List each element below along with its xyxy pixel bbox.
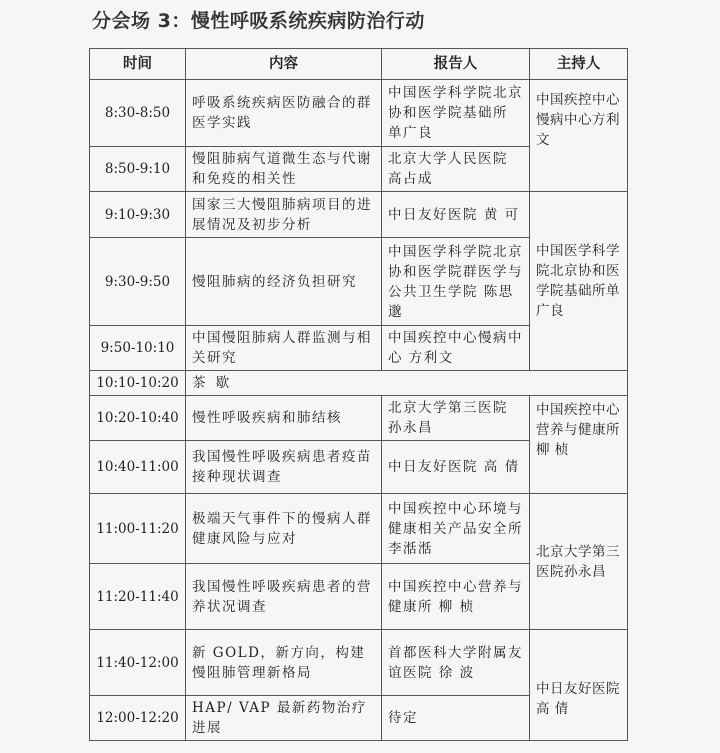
host-cell: 中国疾控中心营养与健康所 柳 桢 [530,396,628,494]
header-content: 内容 [186,49,382,80]
table-row [90,80,628,147]
time-cell: 9:30-9:50 [90,238,186,326]
speaker-cell: 中国疾控中心营养与健康所 柳 桢 [382,564,530,630]
content-cell: 极端天气事件下的慢病人群健康风险与应对 [186,494,382,564]
speaker-cell: 中国疾控中心慢病中心 方利文 [382,326,530,371]
speaker-cell: 待定 [382,696,530,741]
content-cell: 国家三大慢阻肺病项目的进展情况及初步分析 [186,192,382,238]
time-cell: 10:10-10:20 [90,371,186,396]
speaker-cell: 中国医学科学院北京协和医学院群医学与公共卫生学院 陈思邈 [382,238,530,326]
time-cell: 10:20-10:40 [90,396,186,441]
speaker-cell: 中国疾控中心环境与健康相关产品安全所 李湉湉 [382,494,530,564]
table-row [90,192,628,238]
header-speaker: 报告人 [382,49,530,80]
content-cell: 慢阻肺病的经济负担研究 [186,238,382,326]
content-cell: 慢阻肺病气道微生态与代谢和免疫的相关性 [186,147,382,192]
content-cell: 我国慢性呼吸疾病患者的营养状况调查 [186,564,382,630]
time-cell: 8:30-8:50 [90,80,186,147]
time-cell: 10:40-11:00 [90,441,186,494]
table-row [90,494,628,564]
time-cell: 8:50-9:10 [90,147,186,192]
header-host: 主持人 [530,49,628,80]
table-header-row [90,49,628,80]
speaker-cell: 中日友好医院 高 倩 [382,441,530,494]
content-cell: 新 GOLD，新方向，构建慢阻肺管理新格局 [186,630,382,696]
content-cell: HAP/ VAP 最新药物治疗进展 [186,696,382,741]
time-cell: 9:10-9:30 [90,192,186,238]
tea-break-cell: 茶 歇 [186,371,628,396]
time-cell: 11:00-11:20 [90,494,186,564]
speaker-cell: 首都医科大学附属友谊医院 徐 波 [382,630,530,696]
speaker-cell: 北京大学人民医院 高占成 [382,147,530,192]
host-cell: 北京大学第三医院孙永昌 [530,494,628,630]
table-row [90,630,628,696]
time-cell: 11:40-12:00 [90,630,186,696]
content-cell: 中国慢阻肺病人群监测与相关研究 [186,326,382,371]
time-cell: 12:00-12:20 [90,696,186,741]
host-cell: 中日友好医院 高 倩 [530,630,628,741]
table-row [90,396,628,441]
time-cell: 9:50-10:10 [90,326,186,371]
content-cell: 呼吸系统疾病医防融合的群医学实践 [186,80,382,147]
schedule-table [89,48,628,741]
content-cell: 慢性呼吸疾病和肺结核 [186,396,382,441]
header-time: 时间 [90,49,186,80]
speaker-cell: 北京大学第三医院 孙永昌 [382,396,530,441]
host-cell: 中国疾控中心慢病中心方利文 [530,80,628,192]
time-cell: 11:20-11:40 [90,564,186,630]
page-title: 分会场 3：慢性呼吸系统疾病防治行动 [92,10,425,32]
speaker-cell: 中日友好医院 黄 可 [382,192,530,238]
speaker-cell: 中国医学科学院北京协和医学院基础所 单广良 [382,80,530,147]
table-row-break [90,371,628,396]
content-cell: 我国慢性呼吸疾病患者疫苗接种现状调查 [186,441,382,494]
host-cell: 中国医学科学院北京协和医学院基础所单广良 [530,192,628,371]
